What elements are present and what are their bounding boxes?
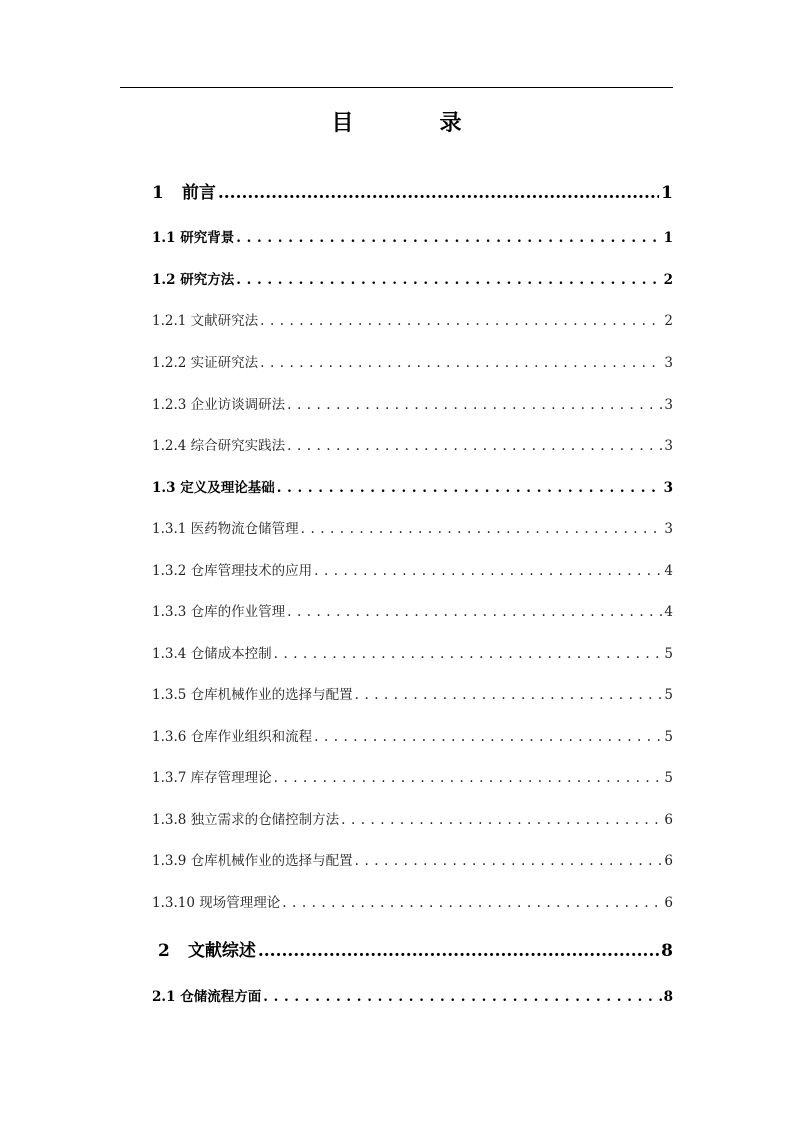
toc-entry-page-number: 5 [664,729,673,745]
toc-title: 目 录 [331,110,494,136]
toc-entry[interactable] [152,683,673,703]
toc-entry[interactable] [152,559,673,579]
toc-entry[interactable] [152,178,673,203]
toc-entry-label [152,642,272,662]
toc-entry-title: 仓库作业组织和流程 [190,729,313,745]
toc-entry-label [152,808,339,828]
toc-entry-title: 企业访谈调研法 [190,397,286,413]
toc-entry-title: 定义及理论基础 [180,480,275,496]
toc-entry-number: 1.3.1 [152,521,187,537]
toc-leader-dots [355,687,663,703]
toc-entry-label [152,985,261,1005]
toc-entry-label [152,683,353,703]
toc-leader-dots [314,729,662,745]
toc-entry-title: 仓储成本控制 [190,646,272,662]
toc-entry-page-number: 3 [664,355,673,371]
toc-entry-number: 1.2.4 [152,438,187,454]
toc-entry-number: 1.3 [152,480,176,496]
toc-leader-dots [236,230,661,246]
toc-entry-page-number: 3 [663,480,673,496]
toc-entry-page-number: 3 [664,397,673,413]
toc-entry-number: 1.3.7 [152,770,187,786]
toc-entry[interactable] [152,434,673,454]
toc-leader-dots [218,183,659,203]
toc-leader-dots [260,355,662,371]
toc-entry-number: 1.3.9 [152,853,187,869]
toc-entry-page-number: 8 [663,989,673,1005]
toc-entry-number: 1 [152,183,164,203]
toc-entry-page-number: 2 [663,272,673,288]
toc-entry-number: 1.3.8 [152,812,187,828]
toc-entry[interactable] [152,849,673,869]
toc-leader-dots [274,770,663,786]
toc-entry[interactable] [158,936,673,961]
toc-entry-page-number: 1 [661,183,673,203]
toc-entry-page-number: 3 [664,438,673,454]
toc-entry-label [152,849,353,869]
toc-entry-page-number: 3 [664,521,673,537]
toc-entry-title: 实证研究法 [190,355,259,371]
toc-entry-label [152,434,285,454]
toc-entry-page-number: 6 [664,895,673,911]
toc-entry-title: 仓库的作业管理 [190,604,286,620]
toc-entry[interactable] [152,642,673,662]
toc-entry-page-number: 1 [663,230,673,246]
toc-entry-page-number: 5 [664,646,673,662]
header-rule [120,87,673,88]
toc-entry-page-number: 4 [664,563,673,579]
toc-entry-number: 1.3.3 [152,604,187,620]
toc-entry-title: 独立需求的仓储控制方法 [190,812,340,828]
toc-entry-number: 1.3.5 [152,687,187,703]
toc-entry-page-number: 5 [664,770,673,786]
toc-entry-title: 研究方法 [180,272,235,288]
toc-entry[interactable] [152,517,673,537]
toc-entry-title: 仓库机械作业的选择与配置 [190,853,353,869]
toc-entry-label [152,517,299,537]
toc-entry-title: 文献研究法 [190,313,259,329]
toc-leader-dots [236,272,661,288]
toc-entry-label [152,725,312,745]
toc-entry[interactable] [152,891,673,911]
toc-entry-title: 库存管理理论 [190,770,272,786]
toc-leader-dots [287,438,662,454]
toc-entry-title: 综合研究实践法 [190,438,286,454]
toc-entry-number: 1.2.1 [152,313,187,329]
toc-entry-label [152,600,285,620]
toc-entry[interactable] [152,393,673,413]
toc-leader-dots [282,895,662,911]
toc-entry-label [152,559,312,579]
toc-entry[interactable] [152,725,673,745]
toc-entry-label [152,351,258,371]
toc-entry-label [152,268,234,288]
toc-entry[interactable] [152,808,673,828]
toc-entry-number: 1.3.4 [152,646,187,662]
toc-entry-number: 1.2 [152,272,176,288]
toc-entry-page-number: 2 [664,313,673,329]
toc-entry-title: 仓库机械作业的选择与配置 [190,687,353,703]
toc-entry[interactable] [152,600,673,620]
toc-entry-number: 1.2.3 [152,397,187,413]
toc-entry[interactable] [152,476,673,496]
toc-entry[interactable] [152,766,673,786]
toc-leader-dots [263,989,661,1005]
toc-leader-dots [314,563,662,579]
toc-entry-page-number: 5 [664,687,673,703]
toc-entry-page-number: 8 [661,941,673,961]
toc-entry-label [152,226,234,246]
toc-entry-page-number: 6 [664,812,673,828]
toc-entry-number: 2.1 [152,989,176,1005]
toc-leader-dots [287,604,662,620]
toc-entry-label [152,309,258,329]
toc-entry-label [152,766,272,786]
toc-leader-dots [277,480,662,496]
toc-entry[interactable] [152,309,673,329]
toc-entry-label [152,393,285,413]
toc-entry-number: 1.3.2 [152,563,187,579]
toc-leader-dots [341,812,662,828]
toc-leader-dots [274,646,663,662]
toc-leader-dots [260,313,662,329]
toc-entry-number: 1.1 [152,230,176,246]
toc-entry-title: 前言 [181,183,216,203]
toc-entry[interactable] [152,226,673,246]
toc-entry-title: 仓储流程方面 [180,989,262,1005]
toc-entry-label [152,178,216,203]
toc-entry-page-number: 4 [664,604,673,620]
toc-entry-title: 医药物流仓储管理 [190,521,299,537]
toc-entry-title: 研究背景 [180,230,235,246]
toc-entry-page-number: 6 [664,853,673,869]
toc-entry-number: 2 [158,941,170,961]
toc-leader-dots [287,397,662,413]
toc-entry-number: 1.2.2 [152,355,187,371]
toc-entry-title: 仓库管理技术的应用 [190,563,313,579]
toc-leader-dots [301,521,663,537]
toc-entry-title: 现场管理理论 [199,895,281,911]
toc-entry-label [152,891,280,911]
toc-entry-label [152,476,275,496]
toc-entry-title: 文献综述 [187,941,256,961]
toc-leader-dots [258,941,659,961]
toc-leader-dots [355,853,663,869]
toc-entry[interactable] [152,351,673,371]
toc-entry-number: 1.3.6 [152,729,187,745]
toc-entry[interactable] [152,268,673,288]
toc-entry-number: 1.3.10 [152,895,195,911]
toc-entry-label [158,936,256,961]
toc-entry[interactable] [152,985,673,1005]
